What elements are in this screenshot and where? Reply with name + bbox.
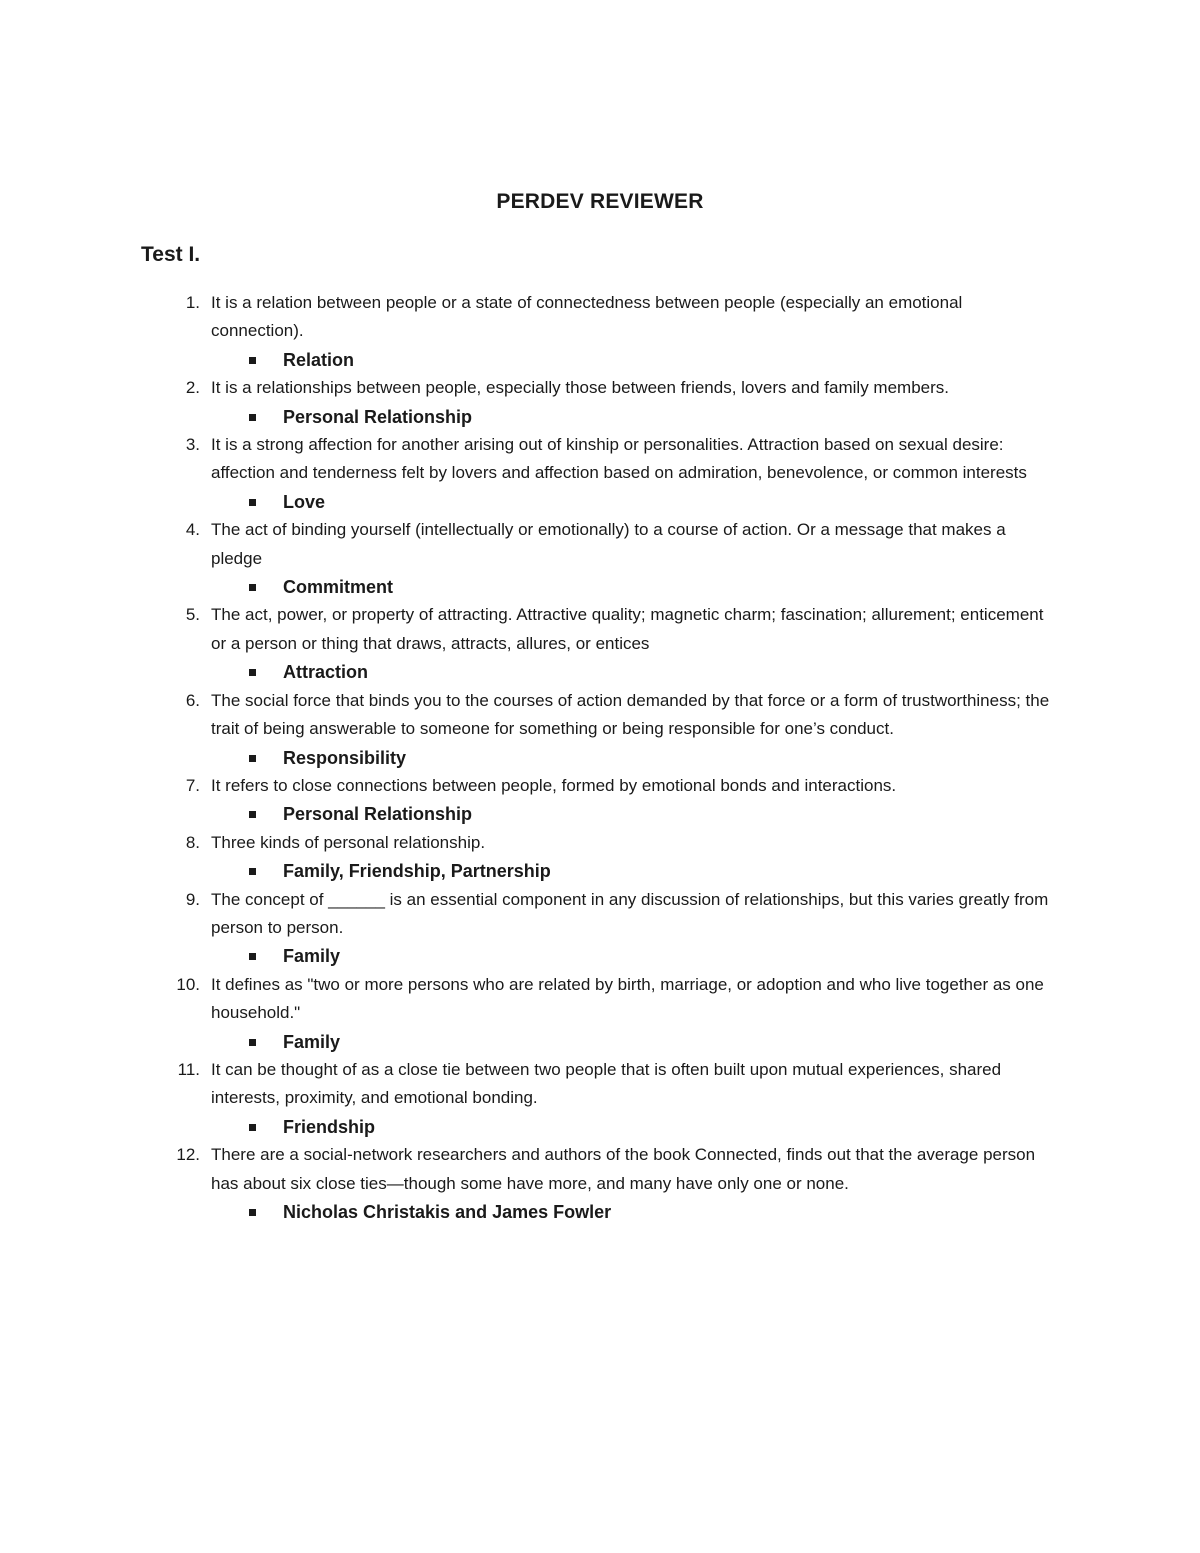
answer <box>283 857 1200 885</box>
answer <box>283 744 1200 772</box>
question-text: There are a social-network researchers and authors of the book Connected, finds out that the average person has about six close ties—though some have more, and many have only one or none. <box>211 1145 1036 1193</box>
square-bullet-icon <box>249 584 256 591</box>
list-item <box>0 886 1200 971</box>
question-text: The act of binding yourself (intellectually or emotionally) to a course of action. Or a message that makes a pledge <box>211 520 1006 568</box>
answer-text: Nicholas Christakis and James Fowler <box>283 1202 612 1222</box>
question-number: 10. <box>176 974 200 994</box>
list-item <box>0 687 1200 772</box>
question-list <box>0 289 1200 1226</box>
answer <box>283 1113 1200 1141</box>
section-heading: Test I. <box>141 243 201 266</box>
question-text: It defines as "two or more persons who are related by birth, marriage, or adoption and who live together as one household." <box>211 974 1044 1023</box>
question-text: It is a relationships between people, especially those between friends, lovers and family members. <box>211 378 949 398</box>
list-item <box>0 1056 1200 1141</box>
square-bullet-icon <box>249 811 256 818</box>
list-item <box>0 1141 1200 1226</box>
list-item <box>0 772 1200 829</box>
square-bullet-icon <box>249 414 256 421</box>
document-title: PERDEV REVIEWER <box>496 190 704 213</box>
question-number: 11. <box>177 1059 200 1079</box>
question-text: The act, power, or property of attracting. Attractive quality; magnetic charm; fascination; allurement; enticement or a person or thing that draws, attracts, allures, or entices <box>211 605 1044 653</box>
list-item <box>0 829 1200 886</box>
square-bullet-icon <box>249 499 256 506</box>
answer <box>283 942 1200 970</box>
answer <box>283 403 1200 431</box>
square-bullet-icon <box>249 1209 256 1216</box>
list-item <box>0 971 1200 1056</box>
question-text: The social force that binds you to the courses of action demanded by that force or a form of trustworthiness; the trait of being answerable to someone for something or being responsible for one’s conduct. <box>211 690 1050 739</box>
list-item <box>0 601 1200 686</box>
answer-text: Friendship <box>283 1116 376 1137</box>
answer <box>283 658 1200 686</box>
list-item <box>0 516 1200 601</box>
answer <box>283 346 1200 374</box>
answer-text: Family, Friendship, Partnership <box>283 861 551 882</box>
square-bullet-icon <box>249 1039 256 1046</box>
question-text: It can be thought of as a close tie between two people that is often built upon mutual experiences, shared interests, proximity, and emotional bonding. <box>211 1059 1002 1108</box>
answer-text: Love <box>283 491 326 512</box>
question-number: 8. <box>185 832 200 852</box>
question-text: It is a relation between people or a state of connectedness between people (especially an emotional connection). <box>211 293 963 341</box>
answer <box>283 1198 1200 1226</box>
answer-text: Family <box>283 946 341 967</box>
question-text: It refers to close connections between people, formed by emotional bonds and interactions. <box>211 775 897 795</box>
answer-text: Personal Relationship <box>283 804 473 825</box>
question-number: 3. <box>185 435 200 455</box>
question-text: It is a strong affection for another arising out of kinship or personalities. Attraction based on sexual desire: affection and tenderness felt by lovers and affection based on admiration, benevolence, or common interests <box>211 435 1027 483</box>
question-number: 6. <box>185 690 200 710</box>
question-number: 2. <box>185 378 200 398</box>
square-bullet-icon <box>249 953 256 960</box>
answer-text: Relation <box>283 349 355 370</box>
answer <box>283 800 1200 828</box>
list-item <box>0 374 1200 431</box>
question-number: 1. <box>185 293 200 312</box>
square-bullet-icon <box>249 669 256 676</box>
answer-text: Commitment <box>283 577 394 598</box>
question-number: 5. <box>185 605 200 625</box>
question-number: 9. <box>185 889 200 909</box>
answer-text: Personal Relationship <box>283 406 473 427</box>
answer <box>283 573 1200 601</box>
question-text: Three kinds of personal relationship. <box>211 832 486 852</box>
answer-text: Family <box>283 1031 341 1052</box>
question-number: 7. <box>185 775 200 795</box>
square-bullet-icon <box>249 357 256 364</box>
list-item <box>0 431 1200 516</box>
question-number: 12. <box>176 1145 200 1165</box>
list-item <box>0 289 1200 374</box>
question-text: The concept of ______ is an essential component in any discussion of relationships, but this varies greatly from person to person. <box>211 889 1049 937</box>
square-bullet-icon <box>249 755 256 762</box>
square-bullet-icon <box>249 868 256 875</box>
answer-text: Responsibility <box>283 747 407 768</box>
question-number: 4. <box>185 520 200 540</box>
answer <box>283 1028 1200 1056</box>
answer <box>283 488 1200 516</box>
answer-text: Attraction <box>283 662 368 683</box>
square-bullet-icon <box>249 1124 256 1131</box>
